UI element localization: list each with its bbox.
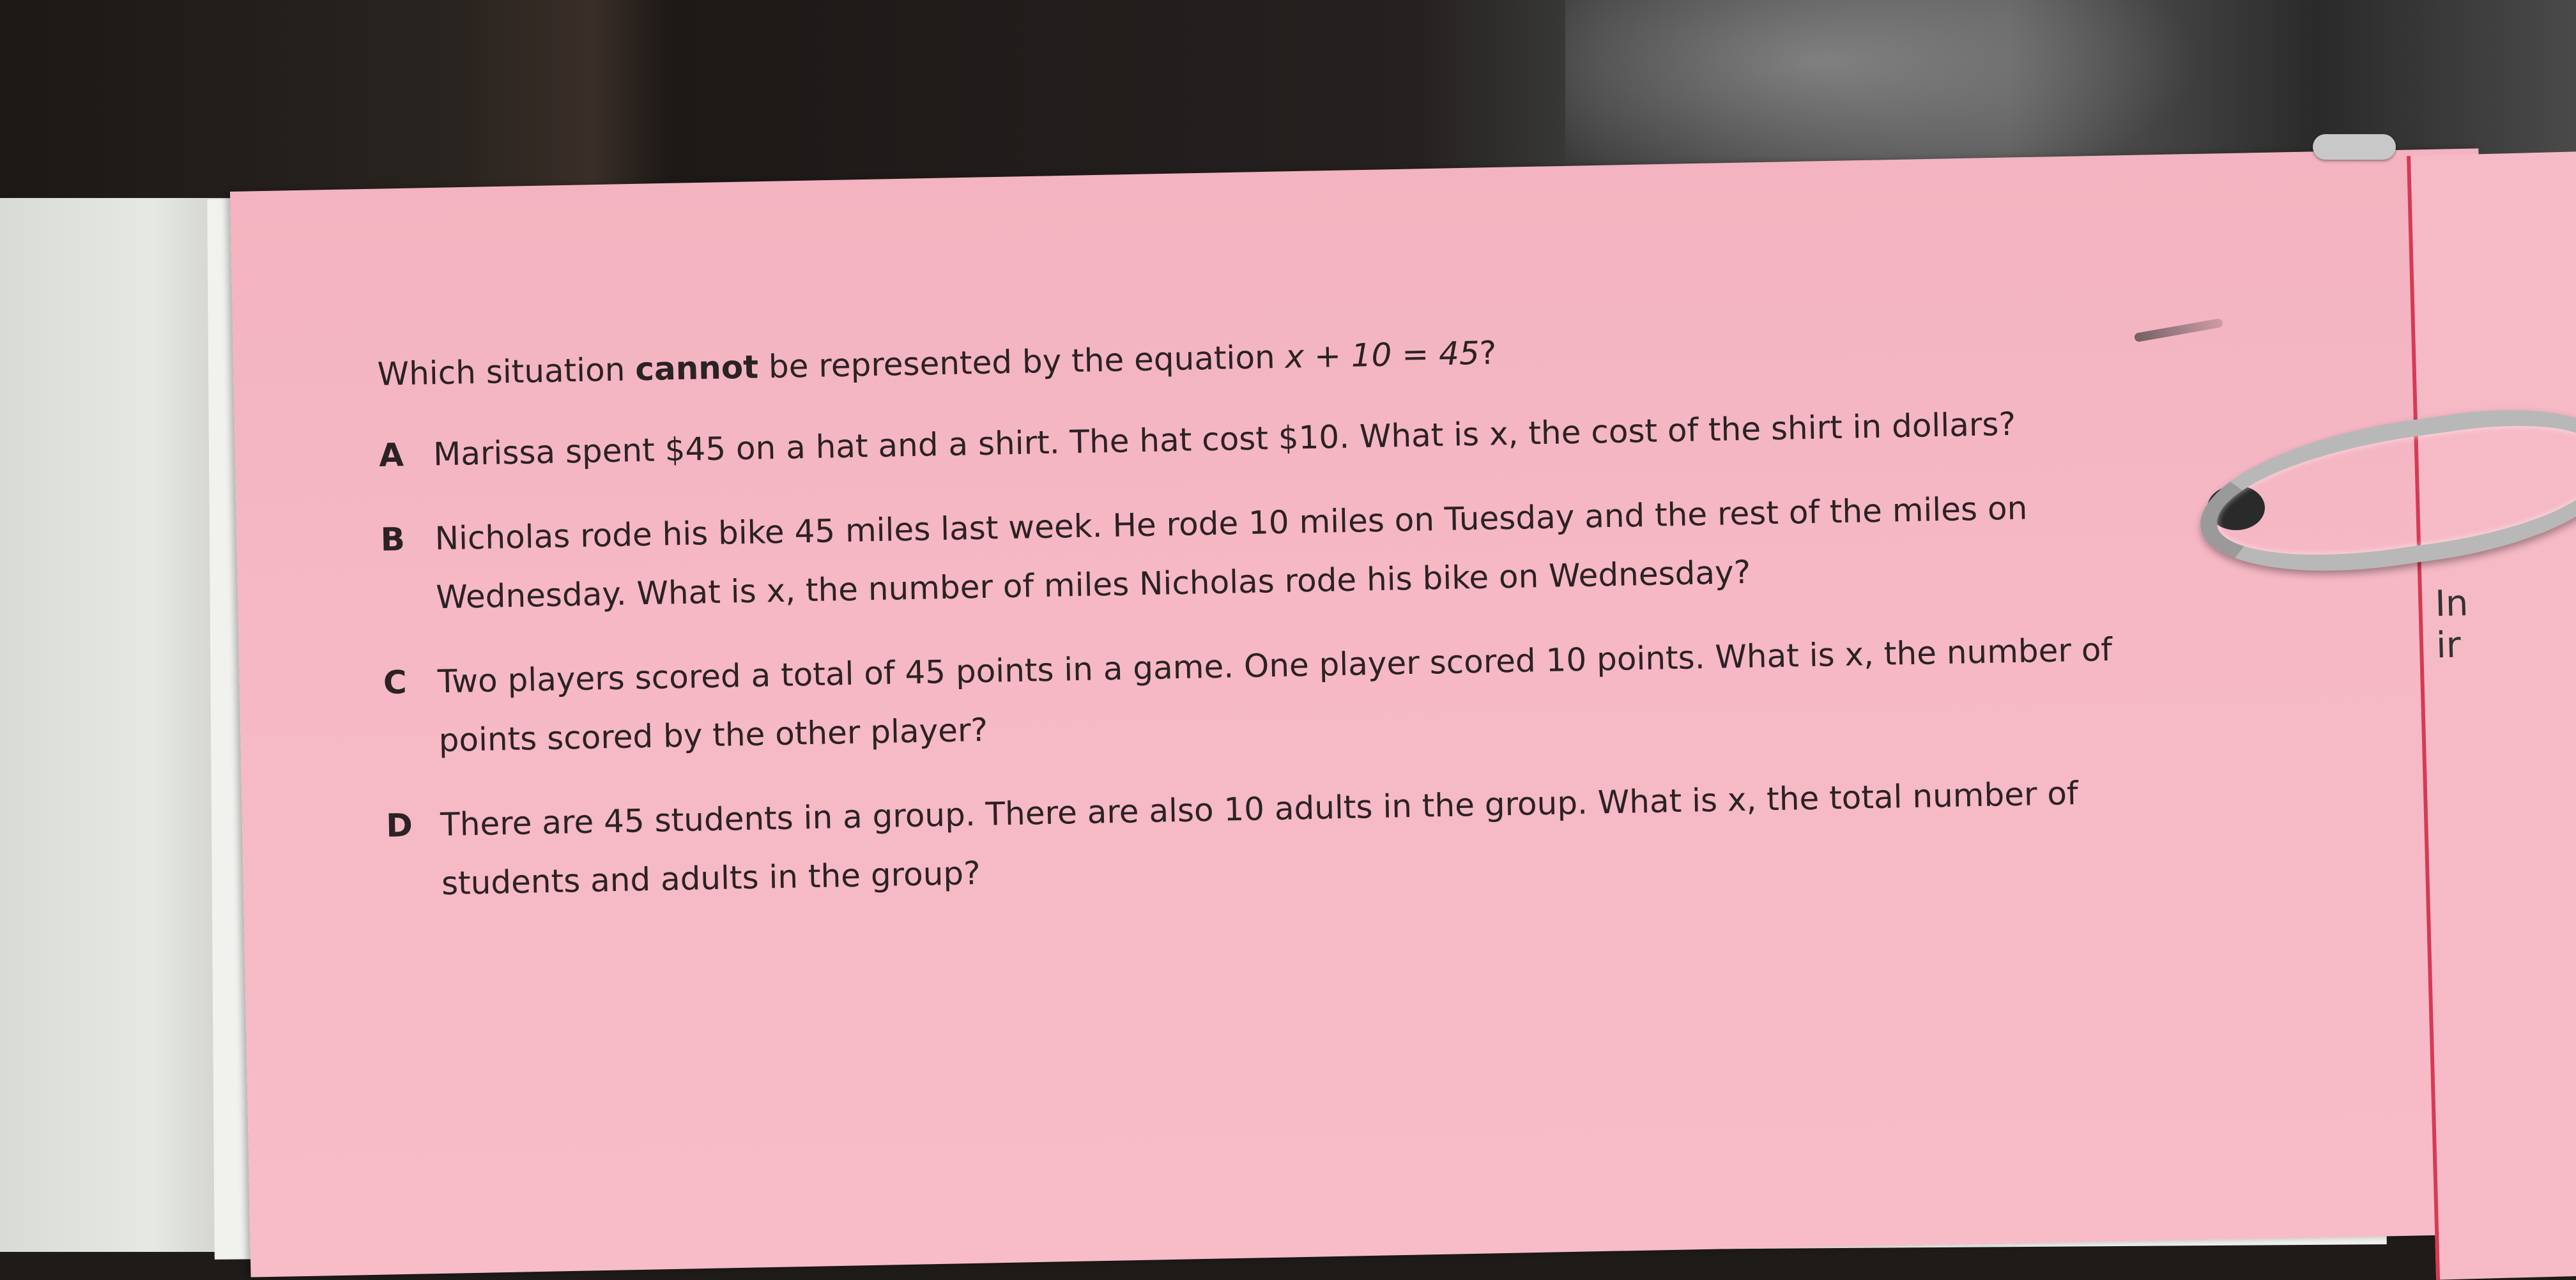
adjacent-page	[2407, 151, 2576, 1279]
binder-clip	[2313, 134, 2396, 160]
question-middle: be represented by the equation	[758, 338, 1286, 386]
option-a	[378, 392, 2168, 485]
question-equation: x + 10 = 45	[1284, 334, 1480, 376]
option-d	[385, 762, 2176, 914]
option-c	[383, 619, 2174, 771]
option-letter: D	[385, 807, 413, 844]
worksheet-content	[377, 317, 2177, 940]
option-text: Nicholas rode his bike 45 miles last week. He rode 10 miles on Tuesday and the rest of the miles on Wednesday. What is x, the number of miles Nicholas rode his bike on Wednesday?	[434, 489, 2028, 616]
question-prefix: Which situation	[377, 351, 636, 393]
option-text: Marissa spent $45 on a hat and a shirt. The hat cost $10. What is x, the cost of the shirt in dollars?	[433, 405, 2016, 473]
option-text: There are 45 students in a group. There are also 10 adults in the group. What is x, the total number of students and adults in the group?	[440, 775, 2079, 903]
option-letter: A	[378, 436, 404, 474]
option-text: Two players scored a total of 45 points in a game. One player scored 10 points. What is x, the number of points scored by the other player?	[437, 630, 2113, 759]
question-suffix: ?	[1479, 334, 1497, 372]
adjacent-page-text-2: ir	[2435, 624, 2462, 667]
option-letter: B	[380, 521, 406, 558]
option-letter: C	[383, 664, 408, 701]
question-emphasis: cannot	[634, 348, 759, 388]
option-b	[380, 476, 2171, 628]
adjacent-page-text-1: In	[2434, 583, 2469, 625]
